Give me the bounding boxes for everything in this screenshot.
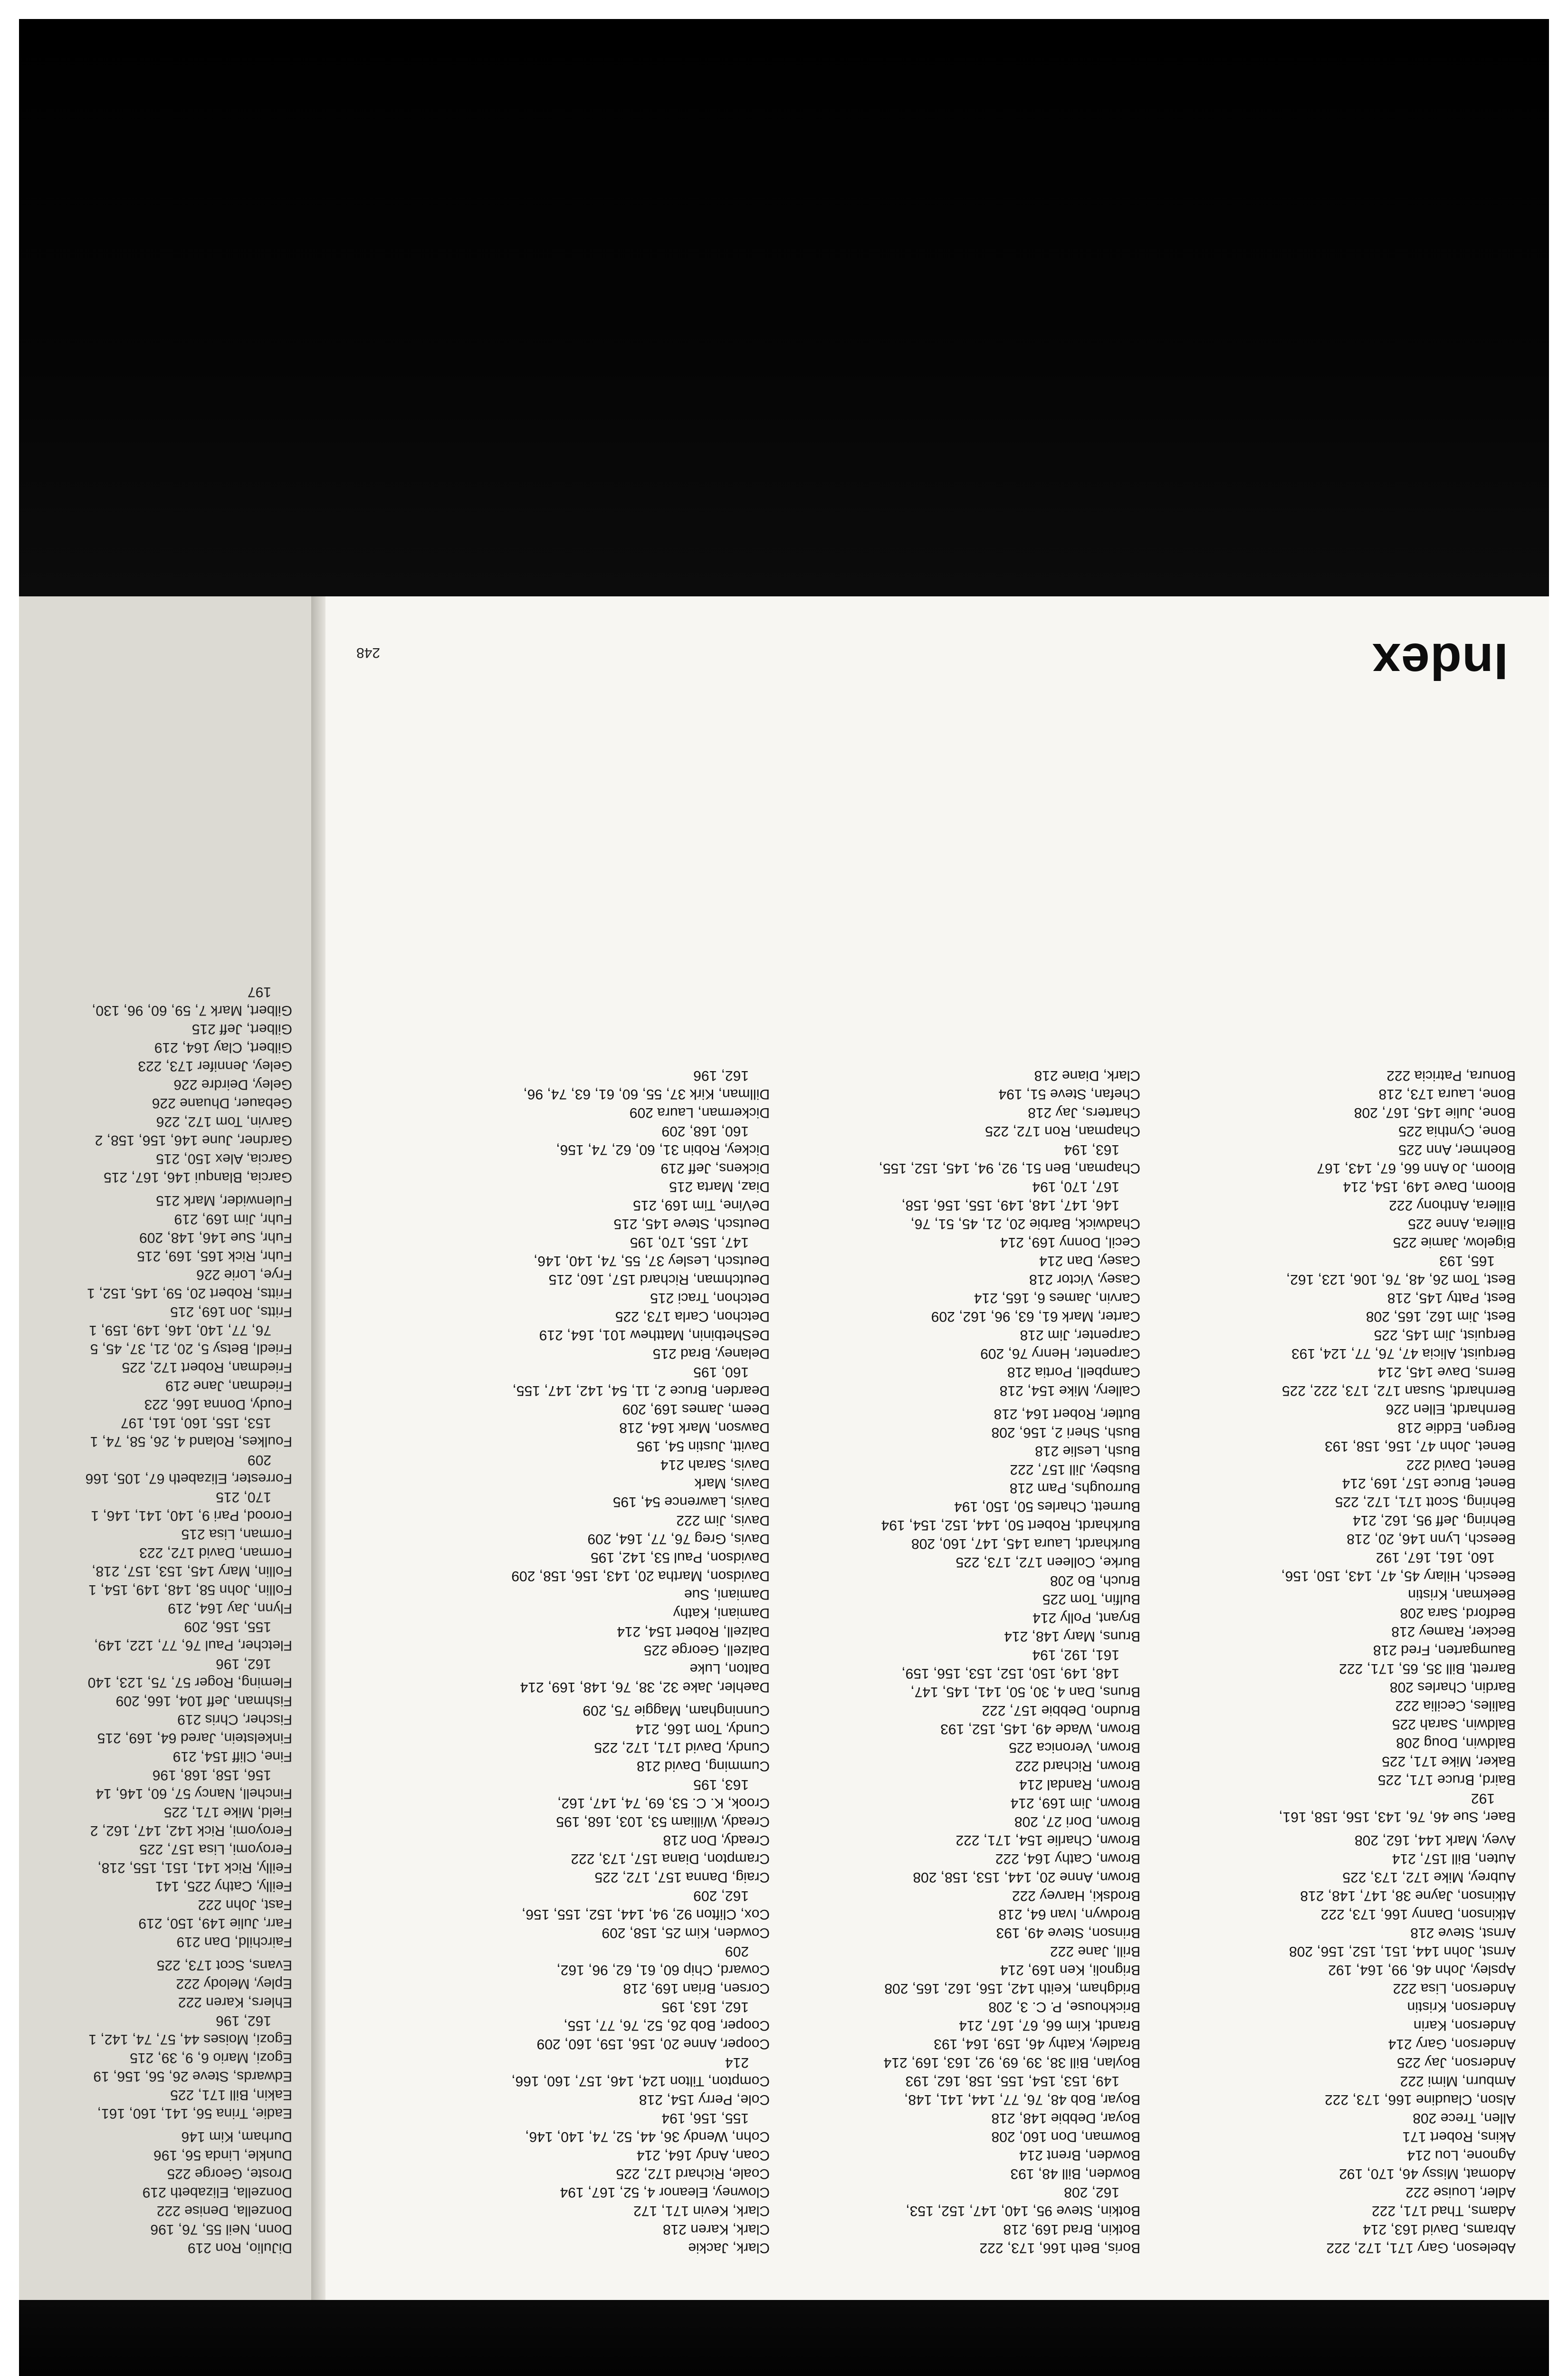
index-entry: Carvin, James 6, 165, 214 <box>974 1290 1140 1306</box>
index-entry: Dalzell, George 225 <box>643 1642 770 1658</box>
index-entry: Cready, Don 218 <box>663 1832 770 1848</box>
index-entry: Beesch, Lynn 146, 20, 218 <box>1347 1531 1516 1547</box>
index-entry: Dalzell, Robert 154, 214 <box>617 1624 770 1639</box>
index-entry: Chadwick, Barbie 20, 21, 45, 51, 76, <box>910 1216 1140 1232</box>
index-entry: Daehler, Jake 32, 38, 76, 148, 169, 214 <box>520 1679 770 1695</box>
index-entry: Burkhardt, Robert 50, 144, 152, 154, 194 <box>881 1517 1140 1533</box>
index-entry: Forrester, Elizabeth 67, 105, 166 <box>85 1471 292 1486</box>
index-entry: 163, 194 <box>1064 1142 1119 1158</box>
index-entry: Donzella, Elizabeth 219 <box>142 2184 292 2200</box>
index-entry: 160, 195 <box>693 1364 749 1380</box>
left-page <box>19 596 311 2300</box>
index-entry: Davitt, Justin 54, 195 <box>636 1438 770 1454</box>
index-title: Index <box>1371 633 1508 690</box>
index-entry: Davis, Jim 222 <box>676 1513 770 1528</box>
index-entry: Crook, K. C. 53, 69, 74, 147, 162, <box>557 1795 770 1811</box>
index-entry: Boyar, Debbie 148, 218 <box>991 2110 1140 2126</box>
index-entry: DiJulio, Ron 219 <box>187 2240 292 2256</box>
index-entry: Busbey, Jill 157, 222 <box>1010 1462 1140 1477</box>
index-entry: Field, Mike 171, 225 <box>163 1804 292 1820</box>
right-page-rotated-content <box>325 596 1549 2300</box>
index-entry: Compton, Tilton 124, 146, 157, 160, 166, <box>511 2073 770 2089</box>
index-entry: 162, 196 <box>216 1656 271 1672</box>
index-entry: Baliles, Cecilia 222 <box>1395 1698 1516 1714</box>
index-entry: Cumming, David 218 <box>636 1758 770 1774</box>
index-entry: Bush, Sheri 2, 156, 208 <box>991 1425 1140 1440</box>
index-entry: Brown, Jim 169, 214 <box>1010 1795 1140 1811</box>
index-entry: Davis, Lawrence 54, 195 <box>612 1494 770 1510</box>
dark-background-top <box>19 19 1549 596</box>
index-entry: Cohn, Wendy 36, 44, 52, 74, 140, 146, <box>525 2129 770 2145</box>
index-entry: Bowman, Don 160, 208 <box>991 2129 1140 2145</box>
index-entry: Benet, John 47, 156, 158, 193 <box>1325 1438 1516 1454</box>
index-entry: Foudy, Donna 166, 223 <box>144 1397 292 1412</box>
index-entry: Anderson, Karin <box>1413 2018 1516 2033</box>
index-entry: Bush, Leslie 218 <box>1035 1443 1140 1459</box>
index-entry: Aubrey, Mike 172, 173, 225 <box>1342 1869 1516 1885</box>
index-entry: Bergen, Eddie 218 <box>1397 1420 1516 1436</box>
index-entry: Brickhouse, P. C. 3, 208 <box>988 1999 1140 2015</box>
index-entry: Abeleson, Gary 171, 172, 222 <box>1326 2240 1516 2256</box>
index-entry: Baer, Sue 46, 76, 143, 156, 158, 161, <box>1279 1809 1516 1825</box>
index-entry: Beekman, Kristin <box>1408 1587 1516 1602</box>
index-entry: Brandt, Kim 66, 67, 167, 214 <box>959 2018 1140 2033</box>
index-entry: Casey, Dan 214 <box>1039 1253 1140 1269</box>
index-entry: 148, 149, 150, 152, 153, 156, 159, <box>901 1666 1119 1681</box>
index-entry: Finkelstein, Jared 64, 169, 215 <box>97 1730 292 1746</box>
index-entry: Brown, Dori 27, 208 <box>1014 1814 1140 1830</box>
index-entry: Brown, Randal 214 <box>1019 1777 1140 1792</box>
index-entry: Corsen, Brian 169, 218 <box>623 1981 770 1996</box>
index-entry: Davis, Mark <box>694 1475 770 1491</box>
index-entry: Carpenter, Henry 76, 209 <box>980 1346 1140 1361</box>
index-entry: Foulkes, Roland 4, 26, 58, 74, 1 <box>90 1434 292 1449</box>
index-entry: Berquist, Alicia 47, 76, 77, 124, 193 <box>1291 1346 1516 1361</box>
index-entry: Coward, Chip 60, 61, 62, 96, 162, <box>556 1962 770 1978</box>
index-entry: 162, 209 <box>693 1888 749 1904</box>
index-entry: Billera, Anthony 222 <box>1389 1198 1516 1213</box>
index-entry: Coan, Andy 164, 214 <box>636 2147 770 2163</box>
index-entry: 165, 193 <box>1439 1253 1495 1269</box>
index-entry: Casey, Victor 218 <box>1029 1272 1140 1287</box>
index-entry: Garcia, Blanqui 146, 167, 215 <box>104 1169 292 1185</box>
index-entry: Dunkle, Linda 56, 196 <box>153 2147 292 2163</box>
index-entry: Detchon, Traci 215 <box>650 1290 770 1306</box>
index-entry: Crampton, Diana 157, 173, 222 <box>571 1851 770 1867</box>
index-entry: Baumgarten, Fred 218 <box>1373 1642 1516 1658</box>
index-entry: Fuhr, Rick 165, 169, 215 <box>137 1248 292 1264</box>
index-entry: Chefan, Steve 51, 194 <box>998 1086 1140 1102</box>
index-entry: Bernhardt, Susan 172, 173, 222, 225 <box>1281 1383 1516 1399</box>
index-entry: Auten, Bill 157, 214 <box>1392 1851 1516 1867</box>
index-entry: 214 <box>725 2055 749 2070</box>
index-entry: Burnett, Charles 50, 150, 194 <box>954 1499 1140 1514</box>
index-entry: Deutsch, Steve 145, 215 <box>613 1216 770 1232</box>
index-entry: Bone, Julie 145, 167, 208 <box>1354 1105 1516 1121</box>
index-entry: DeShetbinin, Matthew 101, 164, 219 <box>539 1327 770 1343</box>
index-entry: Adomat, Missy 46, 170, 192 <box>1339 2166 1516 2182</box>
index-entry: Berns, Dave 145, 214 <box>1377 1364 1516 1380</box>
index-entry: Avey, Mark 144, 162, 208 <box>1354 1832 1516 1848</box>
index-entry: 167, 170, 194 <box>1032 1179 1119 1195</box>
index-entry: Gilbert, Jeff 215 <box>191 1021 292 1037</box>
index-entry: Finchell, Nancy 57, 60, 146, 14 <box>96 1786 292 1801</box>
index-entry: Clark, Kevin 171, 172 <box>633 2203 770 2219</box>
index-entry: Boyar, Bob 48, 76, 77, 144, 141, 148, <box>904 2092 1140 2108</box>
index-entry: 162, 196 <box>216 2013 271 2029</box>
index-entry: Amburn, Mimi 222 <box>1400 2073 1516 2089</box>
index-entry: Epley, Melody 222 <box>176 1976 292 1992</box>
index-entry: Davis, Sarah 214 <box>660 1457 770 1473</box>
index-entry: Cowden, Kim 25, 158, 209 <box>602 1925 770 1941</box>
index-entry: Brinson, Steve 49, 193 <box>996 1925 1140 1941</box>
dark-background-bottom <box>19 2300 1549 2376</box>
index-entry: 149, 153, 154, 155, 158, 162, 193 <box>905 2073 1119 2089</box>
index-entry: Feilly, Rick 141, 151, 155, 218, <box>97 1860 292 1876</box>
index-entry: Forman, Lisa 215 <box>181 1526 292 1542</box>
book-gutter <box>311 596 325 2300</box>
index-entry: Evans, Scot 173, 225 <box>156 1957 292 1973</box>
index-entry: Feroyomi, Lisa 157, 225 <box>139 1841 292 1857</box>
index-entry: Brown, Richard 222 <box>1015 1758 1140 1774</box>
index-entry: Dickerman, Laura 209 <box>629 1105 770 1121</box>
index-entry: Baird, Bruce 171, 225 <box>1377 1772 1516 1788</box>
index-entry: Arnst, Steve 218 <box>1410 1925 1516 1941</box>
index-entry: Eakin, Bill 171, 225 <box>170 2087 292 2103</box>
index-entry: Donn, Neil 55, 76, 196 <box>150 2222 292 2237</box>
index-entry: Brown, Wade 49, 145, 152, 193 <box>940 1721 1140 1737</box>
index-entry: Cox, Clifton 92, 94, 144, 152, 155, 156, <box>521 1907 770 1922</box>
index-entry: Detchon, Carla 173, 225 <box>615 1309 770 1324</box>
index-entry: Boylan, Bill 38, 39, 69, 92, 163, 169, 214 <box>883 2055 1140 2070</box>
index-entry: Cundy, Tom 166, 214 <box>635 1721 770 1737</box>
index-entry: Akins, Robert 171 <box>1402 2129 1516 2145</box>
index-entry: DeVine, Tim 169, 215 <box>633 1198 770 1213</box>
index-entry: Brown, Charlie 154, 171, 222 <box>956 1832 1140 1848</box>
index-entry: Deutsch, Lesley 37, 55, 74, 140, 146, <box>533 1253 770 1269</box>
index-entry: Flynn, Jay 164, 219 <box>168 1600 292 1616</box>
index-entry: Atkinson, Danny 166, 173, 222 <box>1320 1907 1516 1922</box>
index-entry: Bradley, Kathy 46, 159, 164, 193 <box>934 2036 1140 2052</box>
index-entry: Agnone, Lou 214 <box>1407 2147 1516 2163</box>
index-entry: Davis, Greg 76, 77, 164, 209 <box>587 1531 770 1547</box>
index-entry: Carpenter, Jim 218 <box>1020 1327 1140 1343</box>
index-entry: 162, 196 <box>693 1068 749 1083</box>
index-entry: Bowden, Bill 48, 193 <box>1010 2166 1140 2182</box>
index-entry: Abrams, David 163, 214 <box>1363 2222 1516 2237</box>
index-entry: Baker, Mike 171, 225 <box>1382 1753 1516 1769</box>
index-column-1 <box>1240 1066 1516 2257</box>
index-entry: Bloom, Jo Ann 66, 67, 143, 167 <box>1317 1160 1516 1176</box>
index-entry: Burkhardt, Laura 145, 147, 160, 208 <box>911 1536 1140 1552</box>
index-entry: Dalton, Luke <box>689 1661 770 1677</box>
index-entry: Fritts, Robert 20, 59, 145, 152, 1 <box>87 1285 292 1301</box>
index-entry: Bardin, Charles 208 <box>1389 1679 1516 1695</box>
index-entry: 153, 155, 160, 161, 197 <box>121 1415 271 1431</box>
index-entry: Clark, Diane 218 <box>1034 1068 1140 1083</box>
index-entry: Berquist, Jim 145, 225 <box>1374 1327 1516 1343</box>
index-entry: Frye, Lorie 226 <box>196 1267 292 1283</box>
index-entry: Dillman, Kirk 37, 55, 60, 61, 63, 74, 96, <box>523 1086 770 1102</box>
index-entry: Forood, Pari 9, 140, 141, 146, 1 <box>91 1508 292 1523</box>
index-entry: Bruns, Mary 148, 214 <box>1004 1629 1140 1644</box>
left-page-index-column <box>19 983 292 2257</box>
index-entry: Bloom, Dave 149, 154, 214 <box>1343 1179 1516 1195</box>
index-entry: Benet, David 222 <box>1406 1457 1516 1473</box>
index-entry: Butler, Robert 164, 218 <box>994 1406 1140 1422</box>
index-entry: Brignoli, Ken 169, 214 <box>1000 1962 1140 1978</box>
index-entry: 162, 163, 195 <box>661 1999 749 2015</box>
index-entry: Bernhardt, Ellen 226 <box>1386 1401 1516 1417</box>
index-entry: Bonura, Patricia 222 <box>1386 1068 1516 1083</box>
index-entry: Deem, James 169, 209 <box>622 1401 770 1417</box>
index-entry: Bryant, Polly 214 <box>1033 1610 1140 1626</box>
index-entry: Diaz, Marta 215 <box>669 1179 770 1195</box>
index-entry: Cready, William 53, 103, 168, 195 <box>556 1814 770 1830</box>
index-entry: Delaney, Brad 215 <box>652 1346 770 1361</box>
index-entry: Beesch, Hilary 45, 47, 143, 150, 156, <box>1281 1568 1516 1584</box>
index-entry: Best, Jim 162, 165, 208 <box>1366 1309 1516 1324</box>
index-entry: 209 <box>247 1452 271 1468</box>
index-entry: Fritts, Jon 169, 215 <box>170 1304 292 1320</box>
index-entry: Alson, Claudine 166, 173, 222 <box>1325 2092 1516 2108</box>
index-entry: Follin, John 58, 148, 149, 154, 1 <box>88 1582 292 1598</box>
index-entry: Cundy, David 171, 172, 225 <box>594 1740 770 1755</box>
index-entry: 155, 156, 194 <box>661 2110 749 2126</box>
index-entry: Fuhr, Sue 146, 148, 209 <box>139 1230 292 1245</box>
index-entry: Brown, Veronica 225 <box>1009 1740 1140 1755</box>
index-entry: Edwards, Steve 26, 56, 156, 19 <box>93 2069 292 2084</box>
index-entry: 160, 168, 209 <box>661 1123 749 1139</box>
index-entry: Gardner, June 146, 156, 158, 2 <box>95 1132 292 1148</box>
index-entry: Ehlers, Karen 222 <box>178 1994 292 2010</box>
index-entry: Charters, Jay 218 <box>1028 1105 1140 1121</box>
index-entry: Garcia, Alex 150, 215 <box>156 1151 292 1167</box>
index-entry: Clark, Jackie <box>688 2240 770 2256</box>
index-entry: Clowney, Eleanor 4, 52, 167, 194 <box>560 2184 770 2200</box>
index-entry: Egozi, Mario 6, 9, 39, 215 <box>130 2050 292 2066</box>
index-entry: 155, 156, 209 <box>184 1619 271 1635</box>
index-entry: 146, 147, 148, 149, 155, 156, 158, <box>901 1198 1119 1213</box>
index-entry: Boris, Beth 166, 173, 222 <box>979 2240 1140 2256</box>
index-entry: Friedman, Jane 219 <box>165 1378 292 1394</box>
index-entry: 161, 192, 194 <box>1032 1647 1119 1663</box>
index-entry: Barrett, Bill 35, 65, 171, 222 <box>1339 1661 1516 1677</box>
index-entry: Burke, Colleen 172, 173, 225 <box>956 1554 1140 1570</box>
index-entry: Fletcher, Paul 76, 77, 122, 149, <box>94 1638 292 1653</box>
index-entry: Damiani, Sue <box>684 1587 770 1602</box>
index-entry: Bone, Laura 173, 218 <box>1378 1086 1516 1102</box>
index-entry: Bone, Cynthia 225 <box>1398 1123 1516 1139</box>
index-entry: Gilbert, Clay 164, 219 <box>154 1040 292 1055</box>
index-entry: 147, 155, 170, 195 <box>630 1235 749 1250</box>
index-entry: 163, 195 <box>693 1777 749 1792</box>
index-entry: Brown, Cathy 164, 222 <box>995 1851 1140 1867</box>
index-entry: Apsley, John 46, 99, 164, 192 <box>1328 1962 1516 1978</box>
index-entry: Allen, Trece 208 <box>1413 2110 1516 2126</box>
index-entry: Baldwin, Doug 208 <box>1396 1735 1516 1751</box>
right-page <box>325 596 1549 2300</box>
index-entry: Behring, Scott 171, 172, 225 <box>1335 1494 1516 1510</box>
index-entry: Egozi, Moises 44, 57, 74, 142, 1 <box>88 2031 292 2047</box>
index-entry: Dearden, Bruce 2, 11, 54, 142, 147, 155, <box>512 1383 770 1399</box>
index-entry: Fischer, Chris 219 <box>177 1712 292 1727</box>
index-entry: Farr, Julie 149, 150, 219 <box>138 1916 292 1931</box>
index-entry: Dawson, Mark 164, 218 <box>619 1420 770 1436</box>
index-entry: Botkin, Steve 95, 140, 147, 152, 153, <box>906 2203 1140 2219</box>
index-entry: Gebauer, Dhuane 226 <box>152 1095 292 1111</box>
index-entry: Brill, Jane 222 <box>1050 1944 1140 1959</box>
index-entry: 160, 161, 167, 192 <box>1376 1550 1495 1565</box>
index-entry: Cooper, Anne 20, 156, 159, 160, 209 <box>536 2036 770 2052</box>
index-entry: Bowden, Brent 214 <box>1019 2147 1140 2163</box>
index-entry: Friedl, Betsy 5, 20, 21, 37, 45, 5 <box>90 1341 292 1357</box>
index-entry: 192 <box>1471 1791 1495 1806</box>
index-entry: 170, 215 <box>216 1489 271 1505</box>
index-entry: Adler, Louise 222 <box>1405 2184 1516 2200</box>
index-entry: Follin, Mary 145, 153, 157, 218, <box>92 1563 292 1579</box>
index-entry: Dickey, Robin 31, 60, 62, 74, 156, <box>556 1142 770 1158</box>
index-entry: Botkin, Brad 169, 218 <box>1003 2222 1140 2237</box>
index-entry: Eadie, Trina 56, 141, 160, 161, <box>97 2106 292 2121</box>
index-entry: Cunningham, Maggie 75, 209 <box>583 1703 770 1718</box>
index-entry: Boehmer, Ann 225 <box>1398 1142 1516 1158</box>
index-entry: Damiani, Kathy <box>673 1605 770 1621</box>
index-entry: Fine, Cliff 154, 219 <box>172 1749 292 1764</box>
index-entry: Baldwin, Sarah 225 <box>1392 1716 1516 1732</box>
index-entry: Bulfin, Tom 225 <box>1042 1591 1140 1607</box>
index-entry: Bigelow, Jamie 225 <box>1393 1235 1516 1250</box>
index-entry: Brodwyn, Ivan 64, 218 <box>998 1907 1140 1922</box>
index-entry: Garvin, Tom 172, 226 <box>156 1114 292 1130</box>
index-entry: Feilly, Cathy 225, 141 <box>155 1878 292 1894</box>
index-entry: Behring, Jeff 95, 162, 214 <box>1352 1513 1516 1528</box>
index-entry: Burroughs, Pam 218 <box>1009 1480 1140 1496</box>
index-entry: Coale, Richard 172, 225 <box>616 2166 770 2182</box>
index-entry: Callery, Mike 154, 218 <box>999 1383 1140 1399</box>
scan-frame <box>19 19 1549 2376</box>
index-entry: Brudno, Debbie 157, 222 <box>982 1703 1140 1718</box>
index-entry: 197 <box>247 984 271 1000</box>
index-entry: Cecil, Donny 169, 214 <box>1000 1235 1140 1250</box>
index-entry: Brown, Anne 20, 144, 153, 158, 208 <box>913 1869 1140 1885</box>
index-entry: Best, Patty 145, 218 <box>1387 1290 1516 1306</box>
index-entry: Bruns, Dan 4, 30, 50, 141, 145, 147, <box>910 1684 1140 1700</box>
index-entry: Fishman, Jeff 104, 166, 209 <box>115 1693 292 1709</box>
index-entry: Droste, George 225 <box>167 2166 292 2182</box>
index-entry: Fairchild, Dan 219 <box>176 1934 292 1950</box>
index-entry: Gilbert, Mark 7, 59, 60, 96, 130, <box>92 1003 292 1018</box>
index-entry: Fast, John 222 <box>198 1897 292 1913</box>
index-entry: Benet, Bruce 157, 169, 214 <box>1342 1475 1516 1491</box>
page-number: 248 <box>356 645 380 661</box>
index-entry: Durham, Kim 146 <box>181 2129 292 2145</box>
index-entry: Adams, Thad 171, 222 <box>1372 2203 1516 2219</box>
index-entry: Chapman, Ron 172, 225 <box>985 1123 1140 1139</box>
index-entry: Billera, Anne 225 <box>1408 1216 1516 1232</box>
index-entry: Becker, Ramey 218 <box>1391 1624 1516 1639</box>
index-entry: 162, 208 <box>1064 2184 1119 2200</box>
index-entry: Cole, Perry 154, 218 <box>639 2092 770 2108</box>
index-entry: Davidson, Paul 53, 142, 195 <box>591 1550 770 1565</box>
index-entry: Forman, David 172, 223 <box>139 1545 292 1561</box>
index-entry: Donzella, Denise 222 <box>156 2203 292 2219</box>
index-entry: 156, 158, 168, 196 <box>152 1767 271 1783</box>
index-entry: Bruch, Bo 208 <box>1050 1573 1140 1589</box>
index-entry: Friedman, Robert 172, 225 <box>122 1360 292 1375</box>
index-entry: Geley, Jennifer 173, 223 <box>138 1058 292 1074</box>
index-entry: Clark, Karen 218 <box>662 2222 770 2237</box>
index-entry: Craig, Danna 157, 172, 225 <box>594 1869 770 1885</box>
index-entry: Chapman, Ben 51, 92, 94, 145, 152, 155, <box>879 1160 1140 1176</box>
index-column-3 <box>494 1066 770 2257</box>
index-entry: 76, 77, 140, 146, 149, 159, 1 <box>89 1322 271 1338</box>
index-entry: Feroyomi, Rick 142, 147, 162, 2 <box>90 1823 292 1839</box>
index-entry: Anderson, Jay 225 <box>1396 2055 1516 2070</box>
index-entry: 209 <box>725 1944 749 1959</box>
index-entry: Best, Tom 26, 48, 76, 106, 123, 162, <box>1286 1272 1516 1287</box>
index-entry: Anderson, Gary 214 <box>1388 2036 1516 2052</box>
index-entry: Bridgham, Keith 142, 156, 162, 165, 208 <box>884 1981 1140 1996</box>
index-entry: Arnst, John 144, 151, 152, 156, 208 <box>1289 1944 1516 1959</box>
index-entry: Atkinson, Jayne 38, 147, 148, 218 <box>1300 1888 1516 1904</box>
index-entry: Campbell, Portia 218 <box>1007 1364 1140 1380</box>
index-entry: Geley, Deirdre 226 <box>173 1077 292 1092</box>
index-entry: Brodski, Harvey 222 <box>1012 1888 1140 1904</box>
index-entry: Davidson, Martha 20, 143, 156, 158, 209 <box>511 1568 770 1584</box>
index-entry: Cooper, Bob 26, 52, 76, 77, 155, <box>564 2018 770 2033</box>
left-page-rotated-content <box>19 596 311 2300</box>
index-entry: Fleming, Roger 57, 75, 123, 140 <box>87 1675 292 1690</box>
index-column-2 <box>865 1066 1140 2257</box>
index-entry: Fulenwider, Mark 215 <box>156 1193 292 1208</box>
index-entry: Carter, Mark 61, 63, 96, 162, 209 <box>931 1309 1140 1324</box>
index-entry: Bedford, Sara 208 <box>1400 1605 1516 1621</box>
index-entry: Anderson, Lisa 222 <box>1393 1981 1516 1996</box>
index-entry: Deutchman, Richard 157, 160, 215 <box>548 1272 770 1287</box>
index-entry: Dickens, Jeff 219 <box>660 1160 770 1176</box>
index-entry: Anderson, Kristin <box>1407 1999 1516 2015</box>
index-entry: Fuhr, Jim 169, 219 <box>174 1211 292 1227</box>
